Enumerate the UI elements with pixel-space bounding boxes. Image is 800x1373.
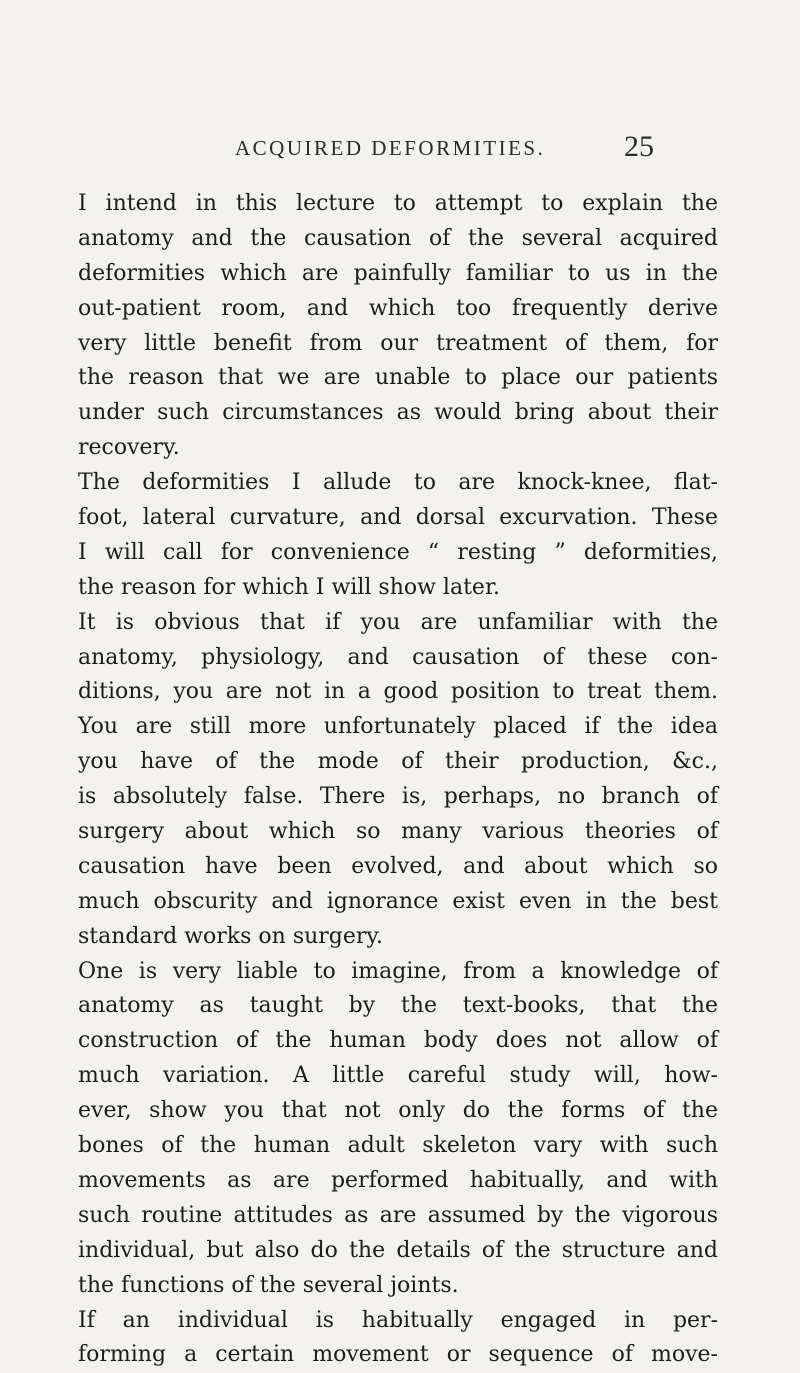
- text-line: ever, show you that not only do the forms of the: [78, 1098, 718, 1124]
- text-line: anatomy, physiology, and causation of these con-: [78, 644, 718, 670]
- text-line: causation have been evolved, and about which so: [78, 853, 718, 879]
- running-head: [0, 130, 800, 164]
- text-line: The deformities I allude to are knock-knee, flat-: [78, 470, 718, 496]
- page-number: 25: [624, 130, 654, 163]
- text-line: If an individual is habitually engaged in per-: [78, 1307, 718, 1333]
- text-line: recovery.: [78, 435, 180, 461]
- body-text: [78, 187, 718, 1373]
- text-line: individual, but also do the details of the structure and: [78, 1237, 718, 1263]
- text-line: the functions of the several joints.: [78, 1272, 459, 1298]
- text-line: bones of the human adult skeleton vary with such: [78, 1133, 718, 1159]
- text-line: One is very liable to imagine, from a knowledge of: [78, 958, 718, 984]
- text-line: anatomy as taught by the text-books, that the: [78, 993, 718, 1019]
- text-line: movements as are performed habitually, and with: [78, 1167, 718, 1193]
- text-line: surgery about which so many various theories of: [78, 819, 718, 845]
- text-line: much variation. A little careful study will, how-: [78, 1063, 718, 1089]
- text-line: very little benefit from our treatment of them, for: [78, 330, 718, 356]
- text-line: I intend in this lecture to attempt to explain the: [78, 191, 718, 216]
- running-head-title: ACQUIRED DEFORMITIES.: [235, 136, 546, 160]
- text-line: the reason that we are unable to place our patients: [78, 365, 718, 391]
- text-line: foot, lateral curvature, and dorsal excurvation. These: [78, 505, 718, 531]
- text-line: anatomy and the causation of the several acquired: [78, 225, 718, 251]
- text-line: is absolutely false. There is, perhaps, no branch of: [78, 784, 718, 810]
- text-line: you have of the mode of their production, &c.,: [78, 749, 718, 775]
- text-line: such routine attitudes as are assumed by the vigorous: [78, 1202, 718, 1228]
- text-line: You are still more unfortunately placed if the idea: [78, 714, 718, 740]
- text-line: construction of the human body does not allow of: [78, 1028, 718, 1054]
- text-line: under such circumstances as would bring about their: [78, 400, 718, 426]
- text-line: I will call for convenience “ resting ” deformities,: [78, 539, 718, 565]
- text-line: deformities which are painfully familiar to us in the: [78, 260, 718, 286]
- text-line: ditions, you are not in a good position to treat them.: [78, 679, 718, 705]
- text-line: forming a certain movement or sequence of move-: [78, 1342, 718, 1368]
- text-line: the reason for which I will show later.: [78, 574, 501, 600]
- text-line: standard works on surgery.: [78, 923, 383, 949]
- text-line: much obscurity and ignorance exist even in the best: [78, 888, 718, 914]
- text-line: out-patient room, and which too frequently derive: [78, 295, 718, 321]
- text-line: It is obvious that if you are unfamiliar with the: [78, 609, 718, 635]
